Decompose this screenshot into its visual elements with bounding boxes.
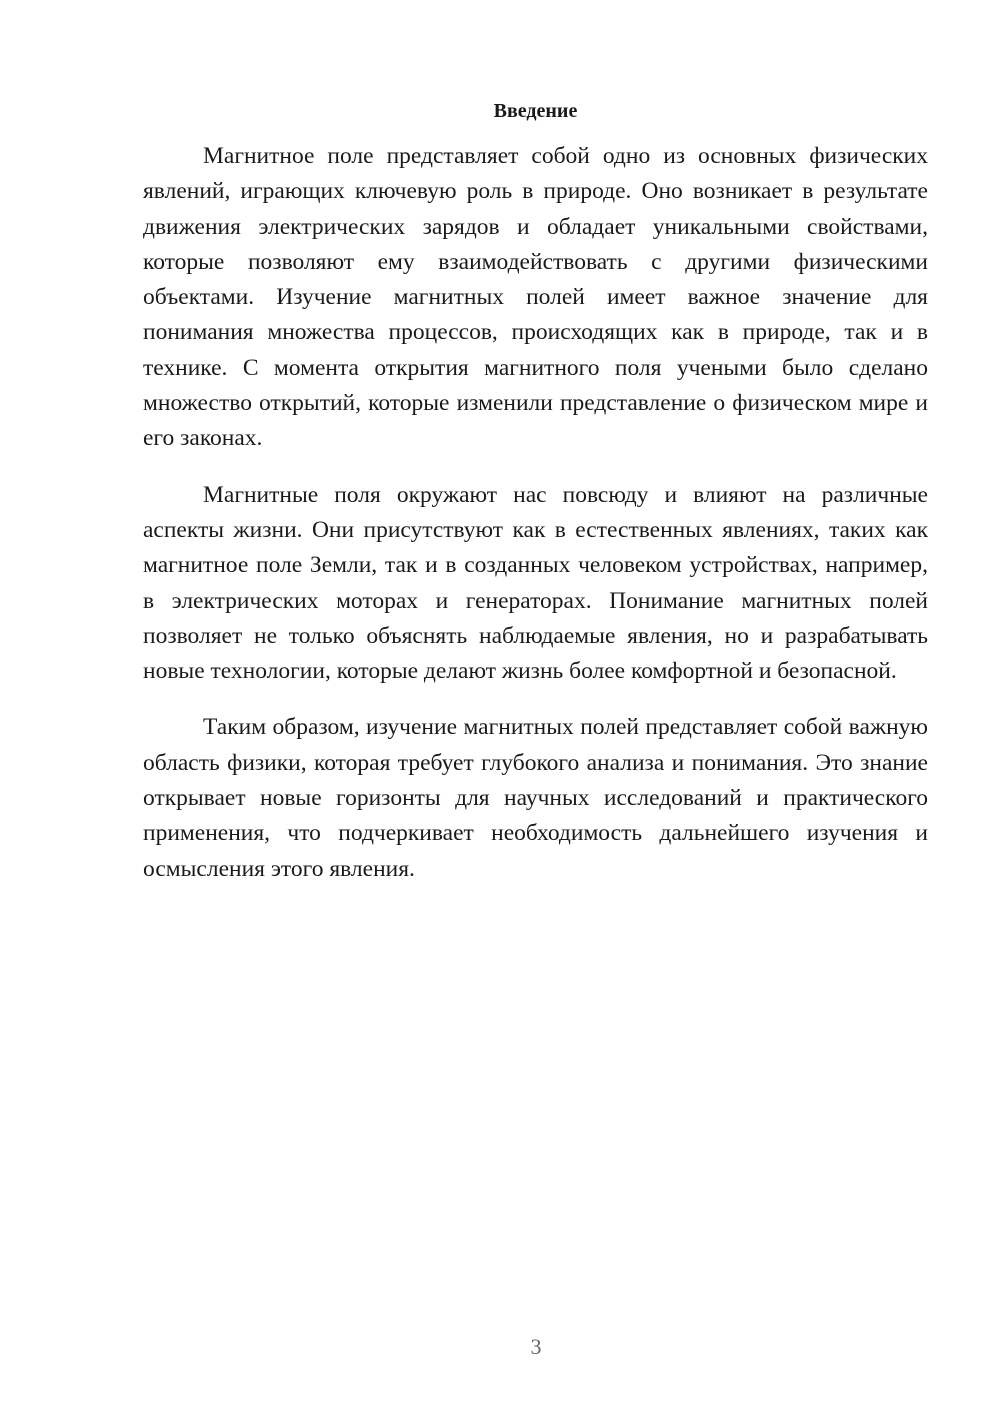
paragraph-3: Таким образом, изучение магнитных полей представляет собой важную область физики, которая требует глубокого анализа и понимания. Это знание открывает новые горизонты для научных исследований и практического применения, что подчеркивает необходимость дальнейшего изучения и осмысления этого явления. — [143, 714, 928, 882]
section-heading: Введение — [493, 100, 578, 122]
page-content — [143, 96, 928, 887]
paragraph-1: Магнитное поле представляет собой одно из основных физических явлений, играющих ключевую роль в природе. Оно возникает в результате движения электрических зарядов и обладает уникальными свойствами, которые позволяют ему взаимодействовать с другими физическими объектами. Изучение магнитных полей имеет важное значение для понимания множества процессов, происходящих как в природе, так и в технике. С момента открытия магнитного поля учеными было сделано множество открытий, которые изменили представление о физическом мире и его законах. — [143, 143, 928, 452]
page-number: 3 — [530, 1334, 542, 1359]
paragraph-2: Магнитные поля окружают нас повсюду и влияют на различные аспекты жизни. Они присутствуют как в естественных явлениях, таких как магнитное поле Земли, так и в созданных человеком устройствах, например, в электрических моторах и генераторах. Понимание магнитных полей позволяет не только объяснять наблюдаемые явления, но и разрабатывать новые технологии, которые делают жизнь более комфортной и безопасной. — [143, 481, 928, 685]
